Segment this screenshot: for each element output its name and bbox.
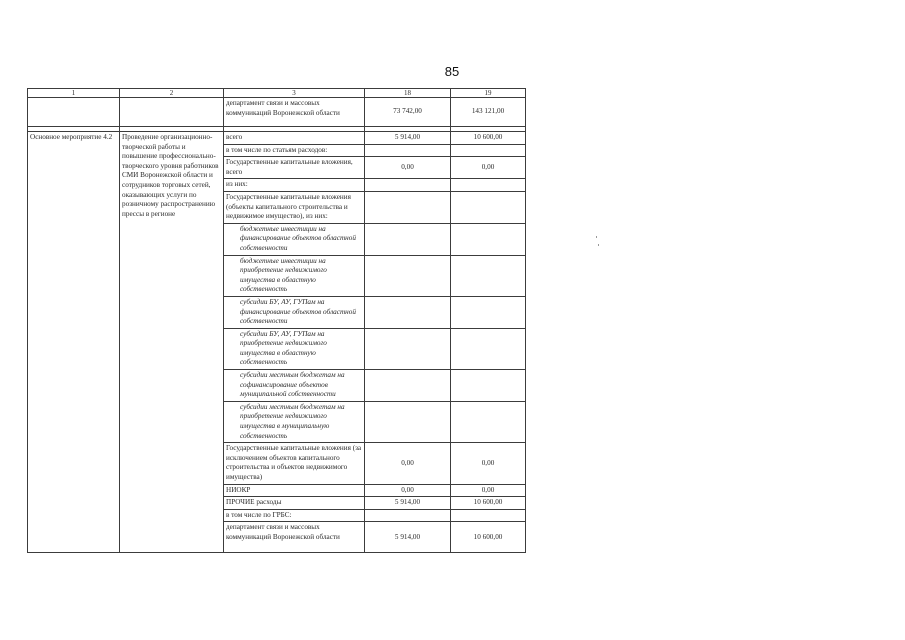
capital-excl-v19: 0,00 bbox=[451, 443, 526, 484]
capital-objects-label: Государственные капитальные вложения (объекты капитального строительства и недвижимое имущество), из них: bbox=[224, 191, 365, 223]
capital-excl-label: Государственные капитальные вложения (за исключением объектов капитального строительства и объектов недвижимого имущества) bbox=[224, 443, 365, 484]
top-dept-v19: 143 121,00 bbox=[451, 98, 526, 127]
s4-label: субсидии БУ, АУ, ГУПам на приобретение недвижимого имущества в областную собственность bbox=[224, 328, 365, 369]
niokr-v18: 0,00 bbox=[365, 484, 451, 497]
total-v18: 5 914,00 bbox=[365, 132, 451, 145]
table-row-top-dept bbox=[28, 98, 526, 127]
other-v19: 10 600,00 bbox=[451, 497, 526, 510]
other-label: ПРОЧИЕ расходы bbox=[224, 497, 365, 510]
top-dept-v18: 73 742,00 bbox=[365, 98, 451, 127]
total-label: всего bbox=[224, 132, 365, 145]
dept-v18: 5 914,00 bbox=[365, 522, 451, 553]
event-name: Основное мероприятие 4.2 bbox=[28, 132, 120, 553]
niokr-label: НИОКР bbox=[224, 484, 365, 497]
top-dept-label: департамент связи и массовых коммуникаций Воронежской области bbox=[224, 98, 365, 127]
incl-articles-label: в том числе по статьям расходов: bbox=[224, 144, 365, 157]
event-description: Проведение организационно-творческой работы и повышение профессионально-творческого уровня работников СМИ Воронежской области и сотрудников торговых сетей, оказывающих услуги по розничному распространению прессы в регионе bbox=[120, 132, 224, 553]
header-col-2: 2 bbox=[120, 89, 224, 98]
budget-table bbox=[27, 88, 526, 553]
s5-label: субсидии местным бюджетам на софинансирование объектов муниципальной собственности bbox=[224, 370, 365, 402]
niokr-v19: 0,00 bbox=[451, 484, 526, 497]
header-col-1: 1 bbox=[28, 89, 120, 98]
header-col-19: 19 bbox=[451, 89, 526, 98]
of-them-label: из них: bbox=[224, 179, 365, 192]
table-row-total bbox=[28, 132, 526, 145]
total-v19: 10 600,00 bbox=[451, 132, 526, 145]
s2-label: бюджетные инвестиции на приобретение недвижимого имущества в областную собственность bbox=[224, 255, 365, 296]
header-row bbox=[28, 89, 526, 98]
capital-total-label: Государственные капитальные вложения, всего bbox=[224, 157, 365, 179]
scan-speck bbox=[596, 236, 597, 238]
dept-v19: 10 600,00 bbox=[451, 522, 526, 553]
capital-total-v19: 0,00 bbox=[451, 157, 526, 179]
capital-total-v18: 0,00 bbox=[365, 157, 451, 179]
header-col-18: 18 bbox=[365, 89, 451, 98]
dept-label: департамент связи и массовых коммуникаций Воронежской области bbox=[224, 522, 365, 553]
s1-label: бюджетные инвестиции на финансирование объектов областной собственности bbox=[224, 223, 365, 255]
other-v18: 5 914,00 bbox=[365, 497, 451, 510]
s3-label: субсидии БУ, АУ, ГУПам на финансирование объектов областной собственности bbox=[224, 296, 365, 328]
capital-excl-v18: 0,00 bbox=[365, 443, 451, 484]
s6-label: субсидии местным бюджетам на приобретение недвижимого имущества в муниципальную собственность bbox=[224, 401, 365, 442]
scan-speck bbox=[598, 244, 599, 246]
incl-grbs-label: в том числе по ГРБС: bbox=[224, 509, 365, 522]
header-col-3: 3 bbox=[224, 89, 365, 98]
page-number: 85 bbox=[444, 64, 460, 79]
